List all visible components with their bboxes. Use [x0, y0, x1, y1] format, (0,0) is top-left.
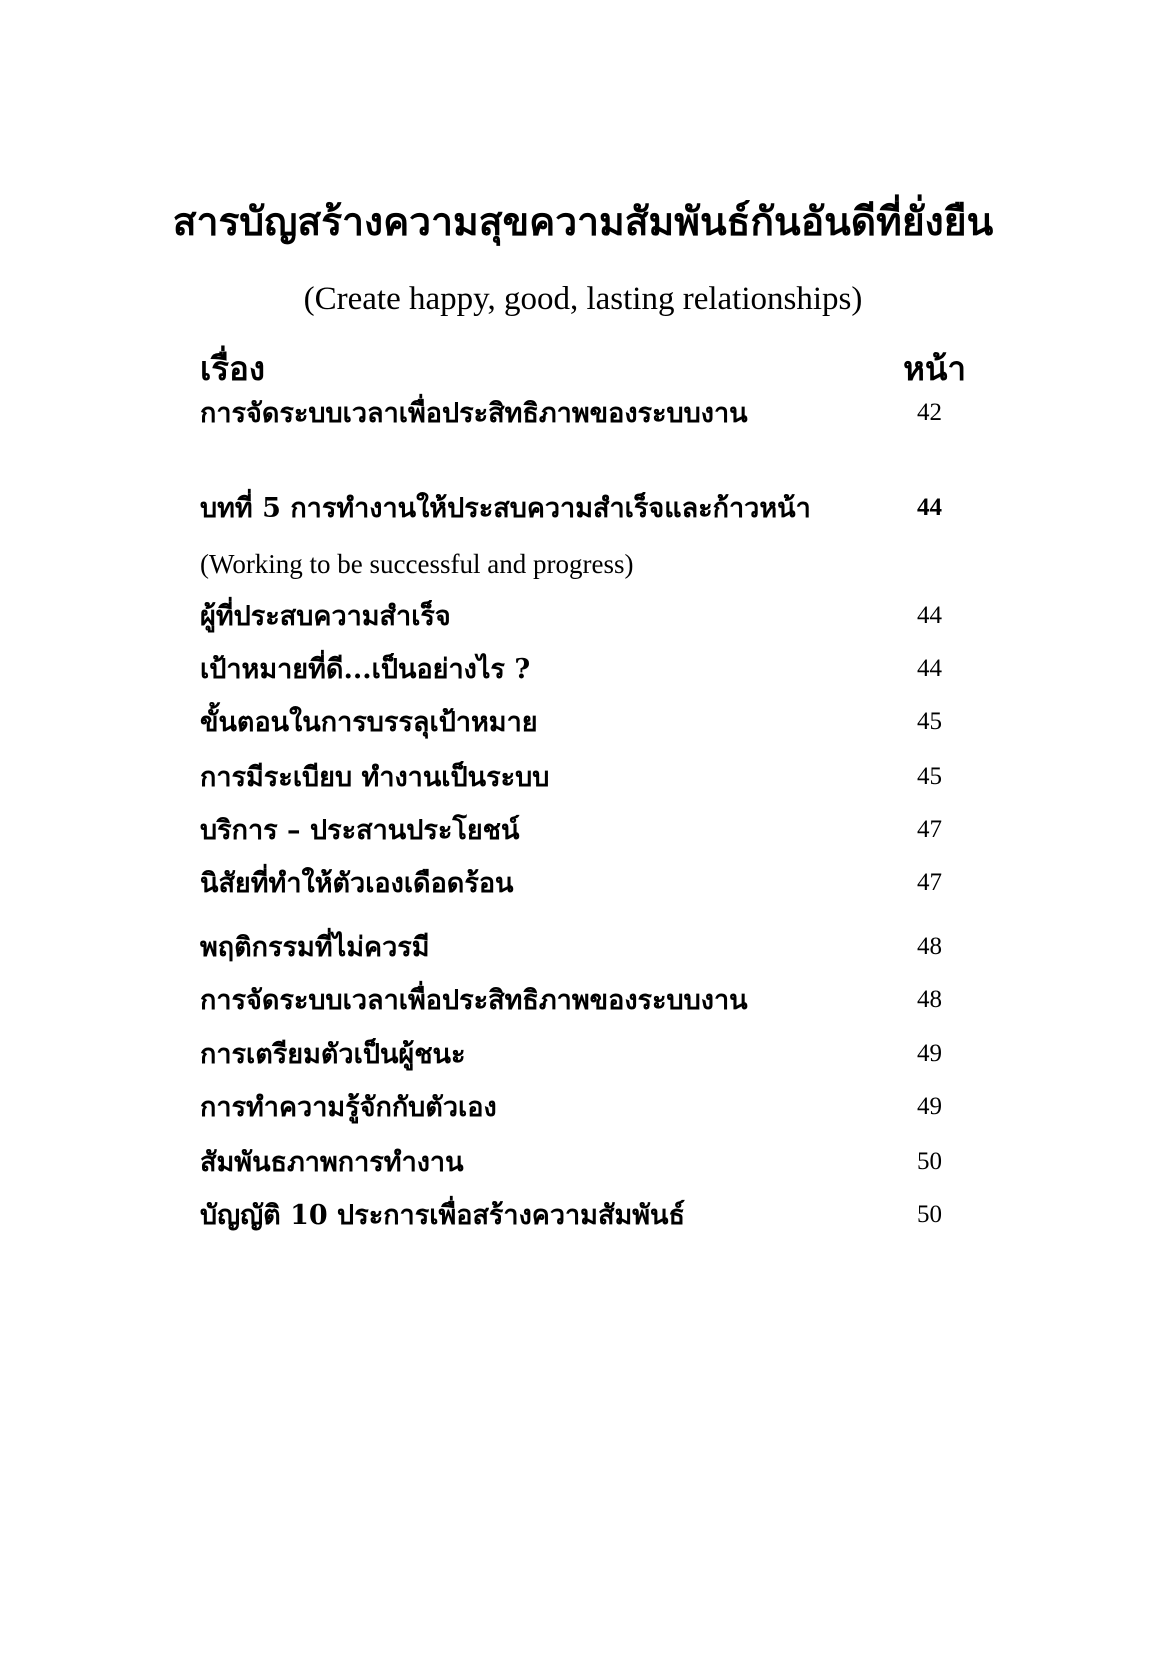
toc-entry-label: (Working to be successful and progress) — [200, 549, 634, 579]
toc-entry-page: 49 — [917, 1040, 942, 1067]
toc-entry-label: นิสัยที่ทำให้ตัวเองเดือดร้อน — [200, 868, 514, 899]
toc-entry — [200, 656, 1166, 692]
toc-entry — [200, 1202, 1166, 1238]
toc-entry — [200, 870, 1166, 906]
toc-entry-label: บัญญัติ 10 ประการเพื่อสร้างความสัมพันธ์ — [200, 1200, 685, 1231]
toc-entry-label: การมีระเบียบ ทำงานเป็นระบบ — [200, 762, 550, 793]
toc-entry-page: 42 — [917, 399, 942, 426]
toc-entry-page: 44 — [917, 494, 942, 521]
toc-entry-label: การจัดระบบเวลาเพื่อประสิทธิภาพของระบบงาน — [200, 398, 748, 429]
toc-entry-label: ผู้ที่ประสบความสำเร็จ — [200, 601, 451, 632]
page-title: สารบัญสร้างความสุขความสัมพันธ์กันอันดีที่ยั่งยืน — [172, 199, 994, 245]
toc-entry-label: การเตรียมตัวเป็นผู้ชนะ — [200, 1039, 466, 1070]
toc-entry — [200, 709, 1166, 745]
toc-entry-page: 47 — [917, 869, 942, 896]
toc-entry — [200, 934, 1166, 970]
toc-entry — [200, 603, 1166, 639]
toc-entry — [200, 1041, 1166, 1077]
toc-entry-page: 49 — [917, 1093, 942, 1120]
toc-entry-label: เป้าหมายที่ดี...เป็นอย่างไร ? — [200, 654, 531, 685]
toc-entry-page: 45 — [917, 763, 942, 790]
toc-entry-page: 45 — [917, 708, 942, 735]
toc-entry-label: ขั้นตอนในการบรรลุเป้าหมาย — [200, 707, 538, 738]
toc-entry-page: 44 — [917, 602, 942, 629]
toc-entry — [200, 1149, 1166, 1185]
toc-entry — [200, 764, 1166, 800]
toc-entry — [200, 1094, 1166, 1130]
toc-entry-page: 48 — [917, 986, 942, 1013]
toc-entry-page: 50 — [917, 1148, 942, 1175]
toc-entry — [200, 400, 1166, 436]
toc-chapter-subtitle — [200, 551, 1166, 587]
toc-entry — [200, 817, 1166, 853]
page-subtitle: (Create happy, good, lasting relationships) — [303, 281, 863, 317]
toc-entry-page: 50 — [917, 1201, 942, 1228]
toc-entry — [200, 987, 1166, 1023]
toc-entry-page: 48 — [917, 933, 942, 960]
toc-entry-label: การทำความรู้จักกับตัวเอง — [200, 1092, 497, 1123]
toc-entry-label: พฤติกรรมที่ไม่ควรมี — [200, 932, 430, 963]
toc-chapter-entry — [200, 495, 1166, 531]
toc-entry-label: สัมพันธภาพการทำงาน — [200, 1147, 464, 1178]
column-header-page: หน้า — [903, 349, 966, 388]
toc-entry-label: การจัดระบบเวลาเพื่อประสิทธิภาพของระบบงาน — [200, 985, 748, 1016]
toc-entry-page: 44 — [917, 655, 942, 682]
column-header-topic: เรื่อง — [200, 349, 265, 388]
toc-entry-label: บริการ – ประสานประโยชน์ — [200, 815, 520, 846]
toc-entry-page: 47 — [917, 816, 942, 843]
toc-entry-label: บทที่ 5 การทำงานให้ประสบความสำเร็จและก้าวหน้า — [200, 493, 811, 524]
